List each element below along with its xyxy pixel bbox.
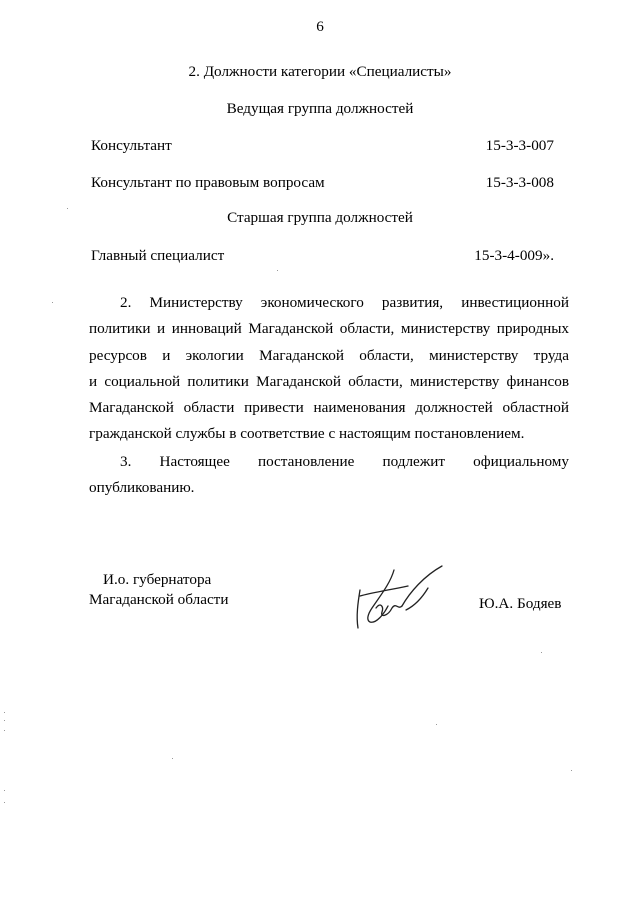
paragraph-line: 3. Настоящее постановление подлежит официальному [120, 453, 569, 470]
paragraph-line: гражданской службы в соответствие с настоящим постановлением. [89, 425, 525, 443]
scan-speck [4, 730, 5, 731]
scan-speck [52, 302, 53, 303]
scan-speck [172, 758, 173, 759]
paragraph-3 [89, 449, 569, 502]
position-code: 15-3-4-009». [474, 247, 554, 264]
scan-speck [4, 712, 5, 713]
position-name: Главный специалист [91, 247, 225, 264]
signatory-name: Ю.А. Бодяев [479, 595, 562, 612]
position-code: 15-3-3-008 [485, 174, 554, 191]
position-name: Консультант по правовым вопросам [91, 174, 325, 191]
position-name: Консультант [91, 137, 172, 154]
paragraph-line: политики и инноваций Магаданской области, министерству природных [89, 320, 569, 338]
position-code: 15-3-3-007 [485, 137, 554, 154]
section-title: 2. Должности категории «Специалисты» [188, 63, 452, 80]
scan-speck [4, 720, 5, 721]
paragraph-line: Магаданской области привести наименования должностей областной [89, 399, 569, 417]
scan-speck [571, 770, 572, 771]
page-number: 6 [316, 18, 324, 35]
paragraph-line: и социальной политики Магаданской области, министерству финансов [89, 372, 569, 390]
paragraph-line: 2. Министерству экономического развития, инвестиционной [120, 294, 569, 311]
paragraph-line: ресурсов и экологии Магаданской области, министерству труда [89, 346, 569, 364]
signatory-title-line1: И.о. губернатора [103, 571, 212, 588]
paragraph-line: опубликованию. [89, 479, 195, 497]
scan-speck [277, 270, 278, 271]
scan-speck [4, 802, 5, 803]
group-title-leading: Ведущая группа должностей [226, 100, 414, 117]
handwritten-signature [350, 562, 450, 634]
signatory-title-line2: Магаданской области [89, 591, 229, 608]
paragraph-2 [89, 290, 569, 448]
group-title-senior: Старшая группа должностей [227, 209, 413, 226]
scan-speck [541, 652, 542, 653]
scan-speck [436, 724, 437, 725]
scan-speck [4, 790, 5, 791]
scan-speck [67, 208, 68, 209]
